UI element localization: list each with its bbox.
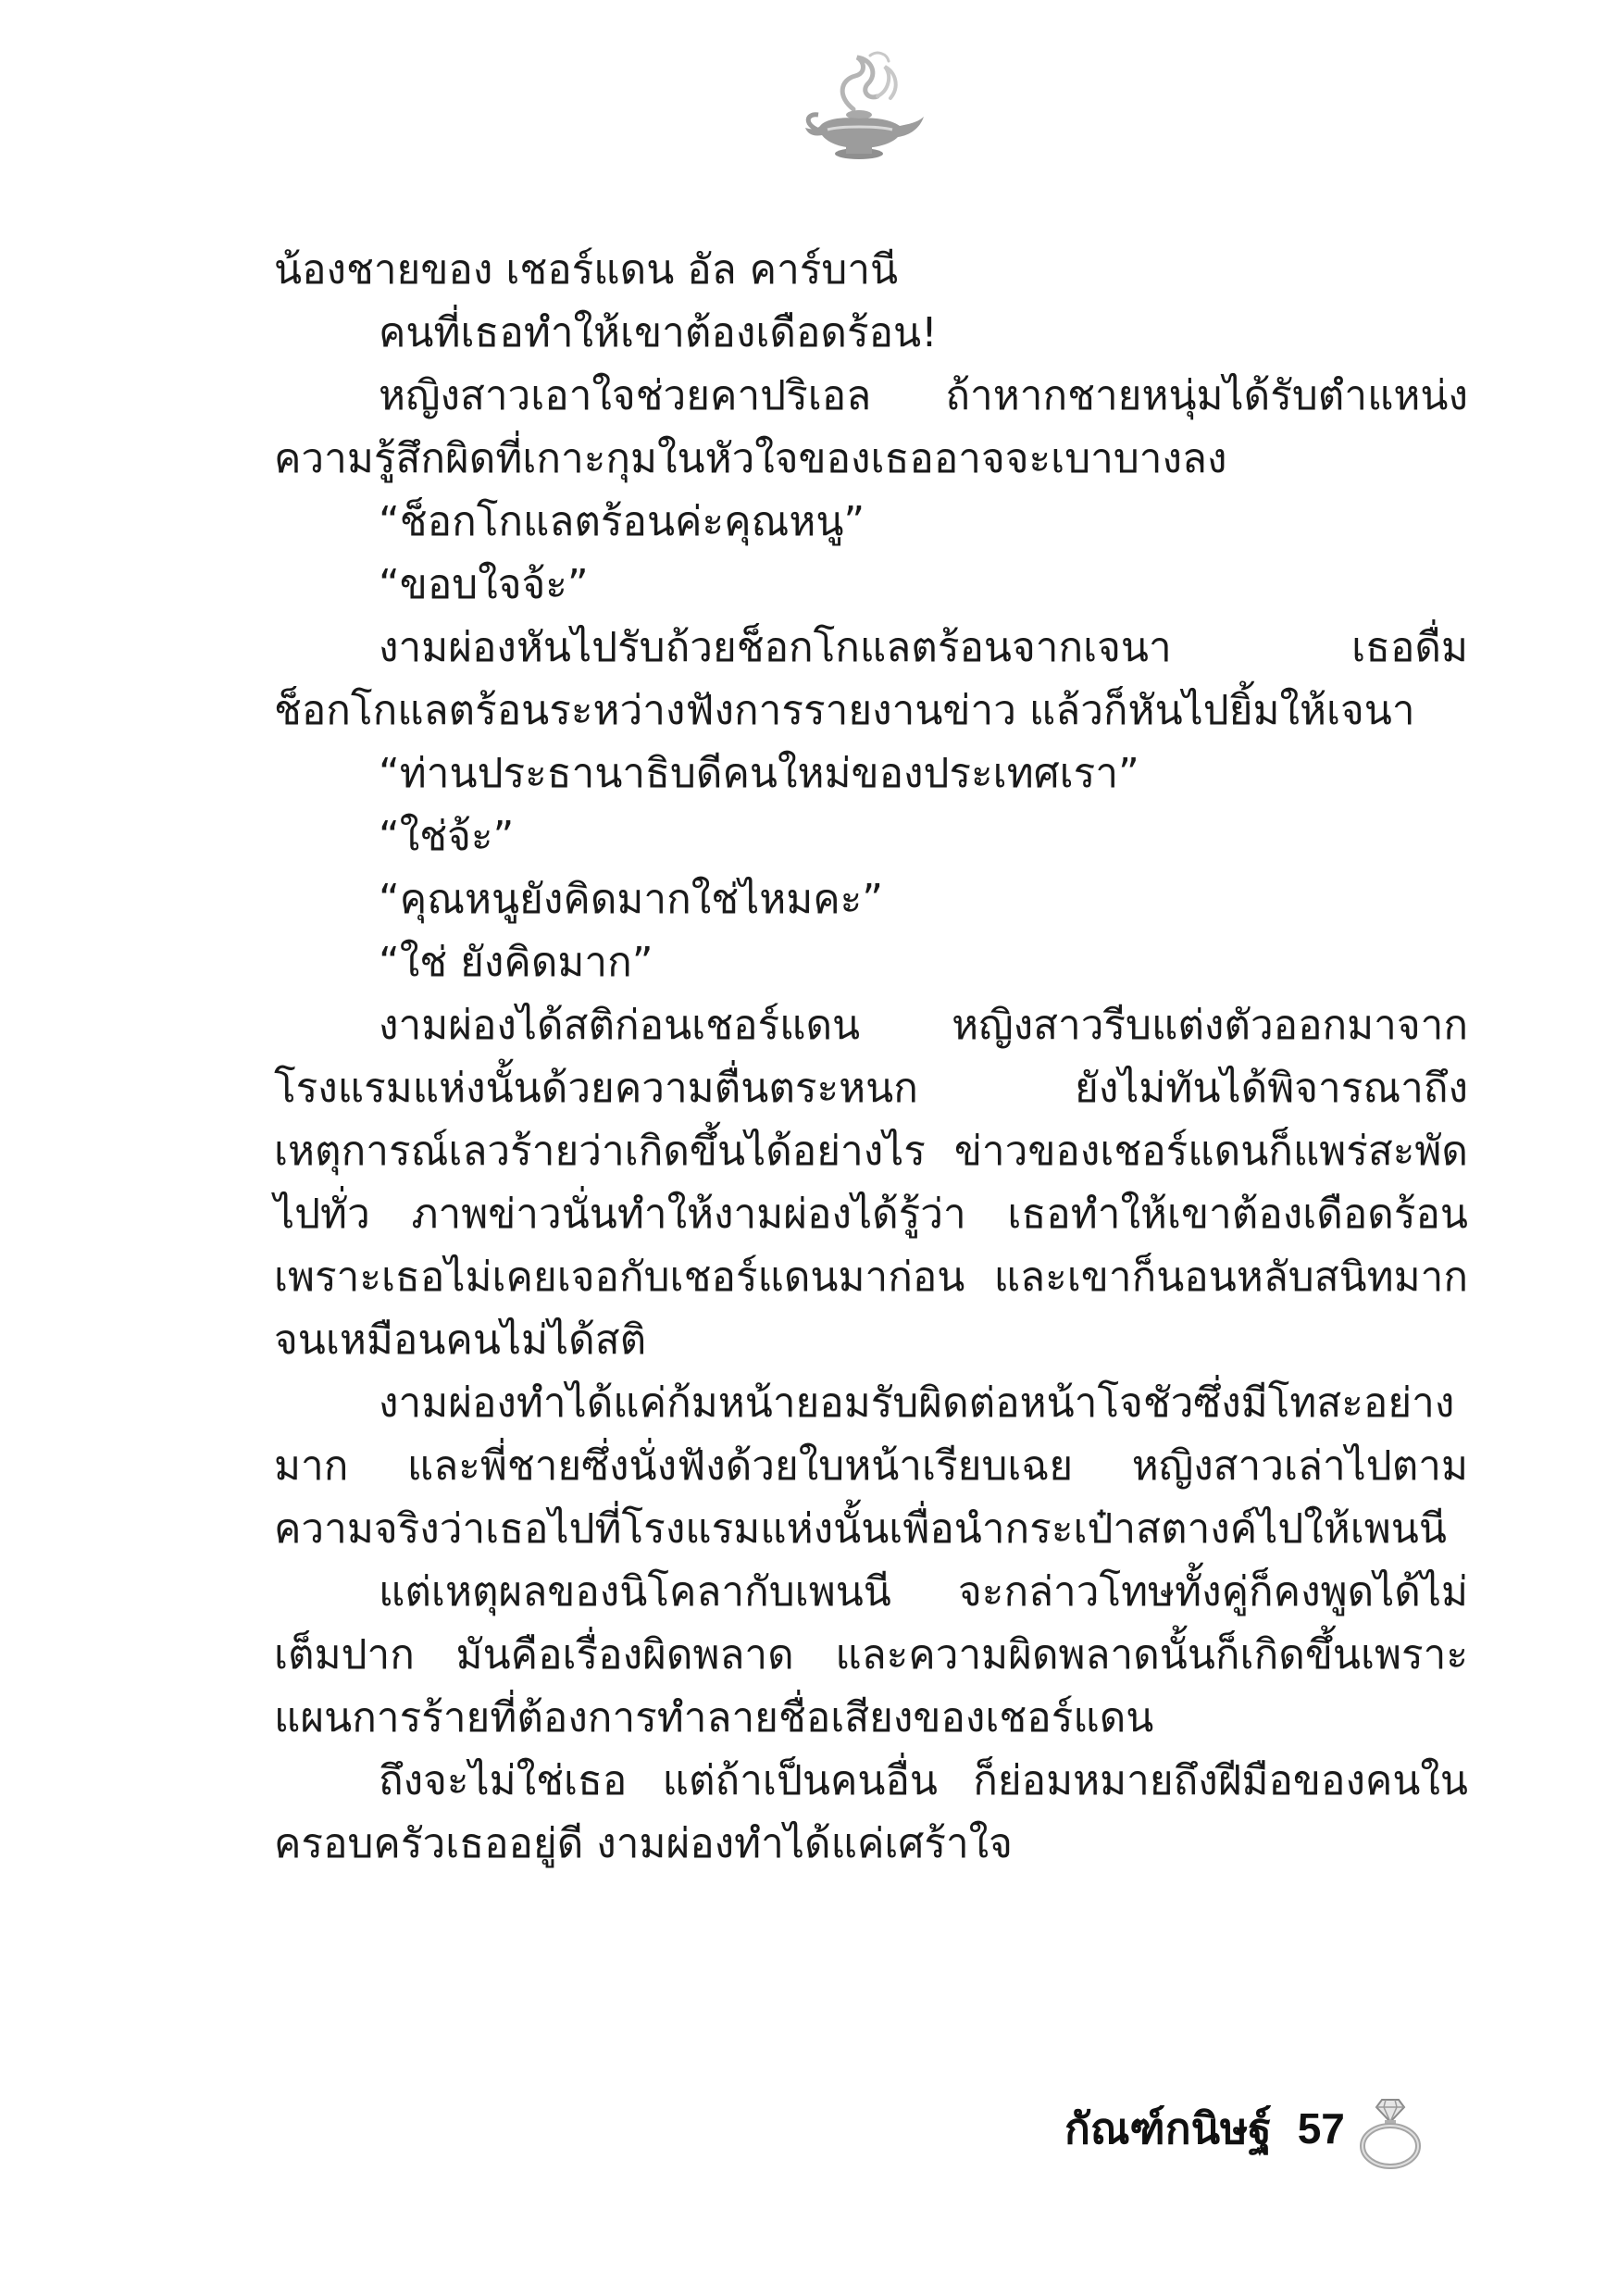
page-number: 57 [1297, 2104, 1345, 2152]
paragraph: หญิงสาวเอาใจช่วยคาปริเอล ถ้าหากชายหนุ่มได้รับตำแหน่ง ความรู้สึกผิดที่เกาะกุมในหัวใจของเธออาจจะเบาบางลง [274, 372, 1468, 482]
body-text [274, 239, 1468, 1876]
paragraph: ถึงจะไม่ใช่เธอ แต่ถ้าเป็นคนอื่น ก็ย่อมหมายถึงฝีมือของคนในครอบครัวเธออยู่ดี งามผ่องทำได้แค่เศร้าใจ [274, 1757, 1468, 1867]
author-name: กัณฑ์กนิษฐ์ [1064, 2103, 1272, 2153]
paragraph: งามผ่องทำได้แค่ก้มหน้ายอมรับผิดต่อหน้าโจชัวซึ่งมีโทสะอย่างมาก และพี่ชายซึ่งนั่งฟังด้วยใบหน้าเรียบเฉย หญิงสาวเล่าไปตามความจริงว่าเธอไปที่โรงแรมแห่งนั้นเพื่อนำกระเป๋าสตางค์ไปให้เพนนี [274, 1379, 1468, 1553]
paragraph: น้องชายของ เชอร์แดน อัล คาร์บานี [274, 246, 899, 293]
paragraph: “ช็อกโกแลตร้อนค่ะคุณหนู” [379, 498, 865, 545]
paragraph: “ขอบใจจ้ะ” [379, 561, 589, 608]
paragraph: คนที่เธอทำให้เขาต้องเดือดร้อน! [379, 309, 938, 356]
paragraph: “ใช่จ้ะ” [379, 813, 515, 860]
paragraph: งามผ่องหันไปรับถ้วยช็อกโกแลตร้อนจากเจนา เธอดื่มช็อกโกแลตร้อนระหว่างฟังการรายงานข่าว แล้วก็หันไปยิ้มให้เจนา [274, 624, 1468, 734]
page-footer [1064, 2087, 1481, 2170]
paragraph: “ใช่ ยังคิดมาก” [379, 939, 653, 986]
paragraph: “ท่านประธานาธิบดีคนใหม่ของประเทศเรา” [379, 750, 1139, 797]
paragraph: “คุณหนูยังคิดมากใช่ไหมคะ” [379, 876, 884, 923]
diamond-ring-icon [1358, 2087, 1423, 2170]
paragraph: งามผ่องได้สติก่อนเชอร์แดน หญิงสาวรีบแต่งตัวออกมาจากโรงแรมแห่งนั้นด้วยความตื่นตระหนก ยังไม่ทันได้พิจารณาถึงเหตุการณ์เลวร้ายว่าเกิดขึ้นได้อย่างไร ข่าวของเชอร์แดนก็แพร่สะพัดไปทั่ว ภาพข่าวนั่นทำให้งามผ่องได้รู้ว่า เธอทำให้เขาต้องเดือดร้อน เพราะเธอไม่เคยเจอกับเชอร์แดนมาก่อน และเขาก็นอนหลับสนิทมาก จนเหมือนคนไม่ได้สติ [274, 1002, 1468, 1364]
paragraph: แต่เหตุผลของนิโคลากับเพนนี จะกล่าวโทษทั้งคู่ก็คงพูดได้ไม่เต็มปาก มันคือเรื่องผิดพลาด และความผิดพลาดนั้นก็เกิดขึ้นเพราะแผนการร้ายที่ต้องการทำลายชื่อเสียงของเชอร์แดน [274, 1568, 1468, 1741]
magic-lamp-icon [800, 48, 929, 168]
